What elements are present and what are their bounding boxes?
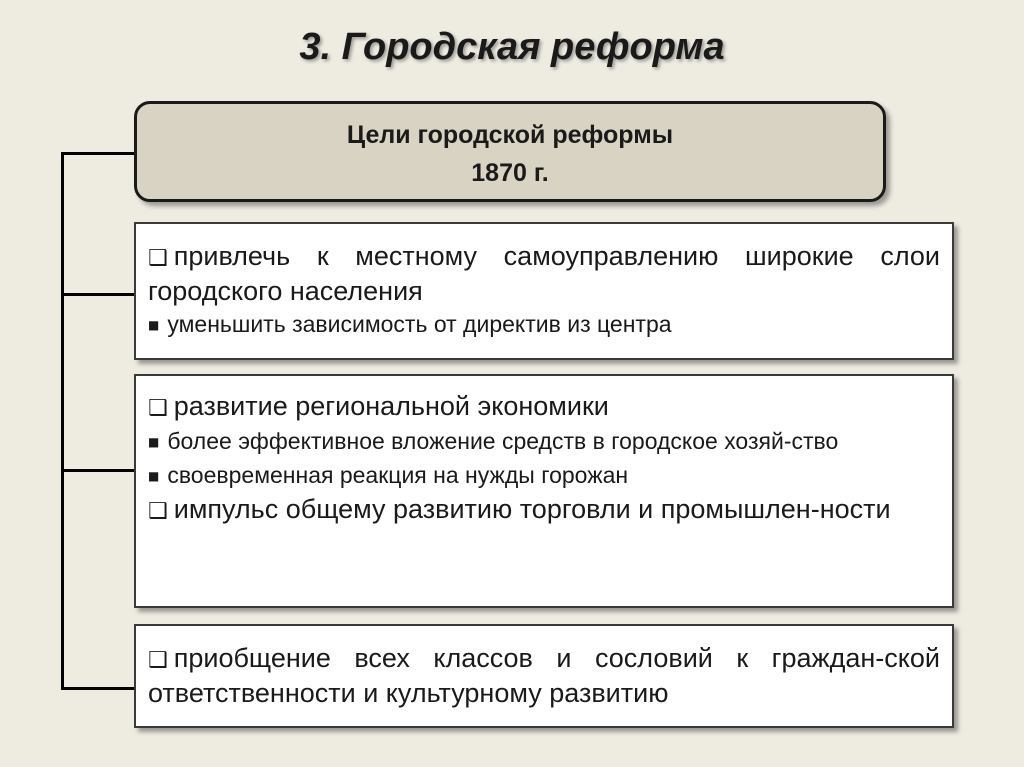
goal-item-check: ❑ привлечь к местному самоуправлению широкие слои городского населения <box>148 241 940 306</box>
goals-header-title: Цели городской реформы <box>346 121 674 149</box>
connector-to-goal-1 <box>61 293 136 296</box>
checkbox-icon: ❑ <box>148 246 168 271</box>
goal-item-bullet: ■ своевременная реакция на нужды горожан <box>148 462 629 488</box>
square-bullet-icon: ■ <box>148 469 160 483</box>
goal-box-3 <box>134 624 954 728</box>
goals-header-box <box>134 101 886 202</box>
checkbox-icon: ❑ <box>148 499 168 524</box>
slide-title: 3. Городская реформа <box>299 26 725 68</box>
goal-item-check: ❑ импульс общему развитию торговли и промышлен-ности <box>148 494 891 524</box>
checkbox-icon: ❑ <box>148 648 168 673</box>
goals-header-year: 1870 г. <box>471 159 549 187</box>
goal-item-check: ❑ развитие региональной экономики <box>148 391 609 421</box>
checkbox-icon: ❑ <box>148 396 168 421</box>
goal-box-2 <box>134 374 954 608</box>
connector-to-goal-3 <box>61 687 136 690</box>
goal-item-bullet: ■ более эффективное вложение средств в городское хозяй-ство <box>148 428 839 454</box>
connector-to-goal-2 <box>61 469 136 472</box>
connector-to-header <box>61 152 136 155</box>
goal-box-1 <box>134 222 954 360</box>
goal-item-bullet: ■ уменьшить зависимость от директив из центра <box>148 311 672 337</box>
connector-vertical <box>61 152 64 690</box>
square-bullet-icon: ■ <box>148 435 160 449</box>
square-bullet-icon: ■ <box>148 318 160 332</box>
goal-item-check: ❑ приобщение всех классов и сословий к граждан-ской ответственности и культурному развитию <box>148 643 940 708</box>
